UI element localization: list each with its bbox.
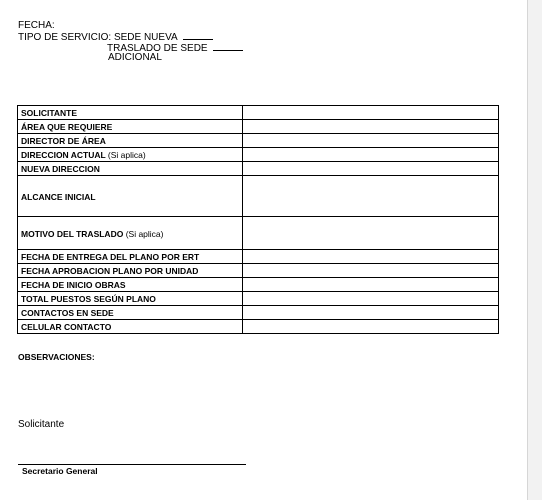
table-row [18, 162, 499, 176]
table-row [18, 250, 499, 264]
row-label-with-note [18, 217, 243, 250]
row-value[interactable] [243, 278, 499, 292]
solicitante-label: Solicitante [18, 419, 65, 430]
row-value[interactable] [243, 217, 499, 250]
page-edge [527, 0, 542, 500]
row-note: (Si aplica) [125, 228, 164, 239]
service-form-table [17, 105, 499, 334]
tipo-servicio-label: TIPO DE SERVICIO: [18, 32, 112, 43]
row-value[interactable] [243, 148, 499, 162]
table-row [18, 278, 499, 292]
row-label: CONTACTOS EN SEDE [18, 306, 243, 320]
row-value[interactable] [243, 264, 499, 278]
row-label: CELULAR CONTACTO [18, 320, 243, 334]
row-label: TOTAL PUESTOS SEGÚN PLANO [18, 292, 243, 306]
observaciones-label: OBSERVACIONES: [18, 352, 95, 362]
table-row [18, 106, 499, 120]
row-label: SOLICITANTE [18, 106, 243, 120]
blank-line[interactable] [213, 41, 243, 51]
row-label: ALCANCE INICIAL [18, 176, 243, 217]
table-row [18, 148, 499, 162]
opcion-sede-nueva: SEDE NUEVA [113, 32, 178, 43]
opcion-adicional: ADICIONAL [108, 52, 162, 63]
table-row [18, 134, 499, 148]
row-label: MOTIVO DEL TRASLADO [21, 228, 124, 239]
row-value[interactable] [243, 134, 499, 148]
row-value[interactable] [243, 176, 499, 217]
row-value[interactable] [243, 162, 499, 176]
row-label-with-note [18, 148, 243, 162]
blank-line[interactable] [183, 30, 213, 40]
table-row [18, 306, 499, 320]
opcion-traslado-sede: TRASLADO DE SEDE [107, 43, 208, 54]
table-row [18, 264, 499, 278]
row-value[interactable] [243, 292, 499, 306]
row-value[interactable] [243, 306, 499, 320]
table-row [18, 176, 499, 217]
table-row [18, 320, 499, 334]
row-value[interactable] [243, 106, 499, 120]
row-label: DIRECCION ACTUAL [21, 149, 106, 160]
row-label: FECHA DE INICIO OBRAS [18, 278, 243, 292]
secretario-general-label: Secretario General [22, 466, 98, 476]
row-label: DIRECTOR DE ÁREA [18, 134, 243, 148]
row-value[interactable] [243, 320, 499, 334]
row-label: FECHA DE ENTREGA DEL PLANO POR ERT [18, 250, 243, 264]
row-value[interactable] [243, 120, 499, 134]
row-label: ÁREA QUE REQUIERE [18, 120, 243, 134]
table-row [18, 217, 499, 250]
row-label: NUEVA DIRECCION [18, 162, 243, 176]
signature-line [18, 464, 246, 465]
row-note: (Si aplica) [107, 149, 146, 160]
row-value[interactable] [243, 250, 499, 264]
table-row [18, 120, 499, 134]
row-label: FECHA APROBACION PLANO POR UNIDAD [18, 264, 243, 278]
table-row [18, 292, 499, 306]
fecha-label: FECHA: [18, 20, 55, 31]
